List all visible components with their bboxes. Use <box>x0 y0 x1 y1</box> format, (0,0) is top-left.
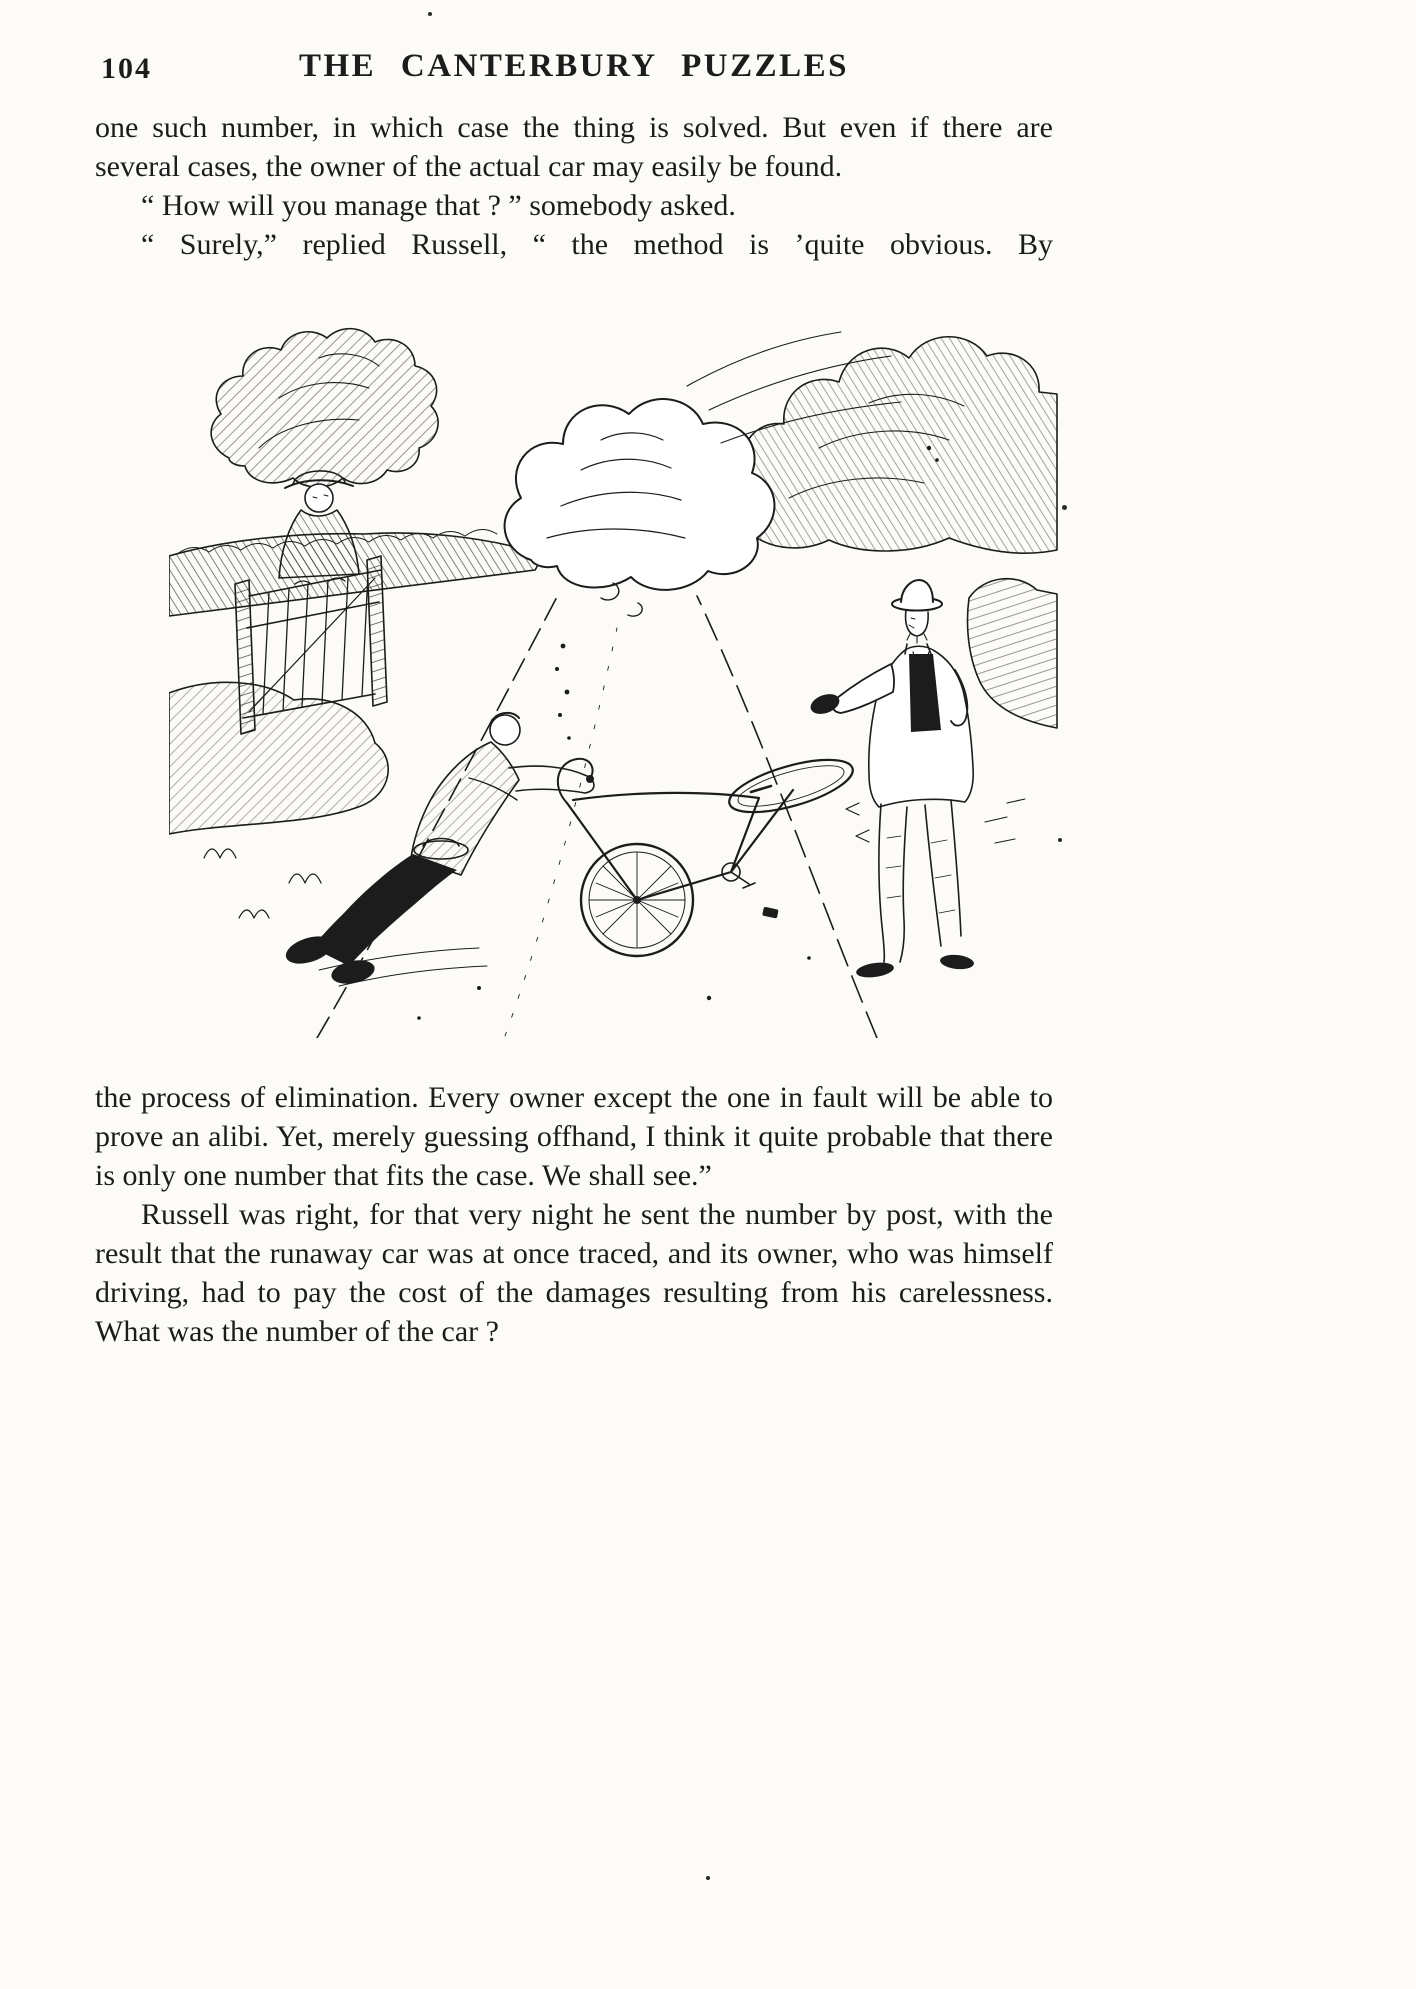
bushes-right-icon <box>968 579 1058 728</box>
verge-marks-icon <box>846 799 1025 843</box>
trees-left-icon <box>211 329 438 487</box>
country-road <box>317 593 877 1038</box>
scan-speck <box>428 12 432 16</box>
scan-speck <box>1062 505 1067 510</box>
paragraph-4: the process of elimination. Every owner except the one in fault will be able to prove an alibi. Yet, merely guessing offhand, I think it quite probable that there is only one number that fits the case. We shall see.” <box>95 1081 1053 1192</box>
scan-speck <box>1058 838 1062 842</box>
page-number: 104 <box>101 52 152 85</box>
page-title: THE CANTERBURY PUZZLES <box>298 48 850 84</box>
illustration <box>169 298 1059 1038</box>
scan-speck <box>706 1876 710 1880</box>
page-content <box>95 44 1053 1351</box>
paragraph-3: “ Surely,” replied Russell, “ the method is ’quite obvious. By <box>141 228 1053 261</box>
bicycle-icon <box>558 749 858 956</box>
paragraph-5: Russell was right, for that very night he sent the number by post, with the result that the runaway car was at once traced, and its owner, who was himself driving, had to pay the cost of the damages resulting from his carelessness. What was the number of the car ? <box>95 1198 1053 1348</box>
dropped-object-icon <box>762 907 779 919</box>
paragraph-2: “ How will you manage that ? ” somebody asked. <box>141 189 736 222</box>
woman-at-gate <box>279 471 359 584</box>
page-header <box>95 44 1053 92</box>
standing-man <box>808 580 975 980</box>
paragraph-1: one such number, in which case the thing is solved. But even if there are several cases, the owner of the actual car may easily be found. <box>95 111 1053 183</box>
illustration-drawing <box>169 298 1059 1038</box>
trees-right-icon <box>733 337 1057 553</box>
